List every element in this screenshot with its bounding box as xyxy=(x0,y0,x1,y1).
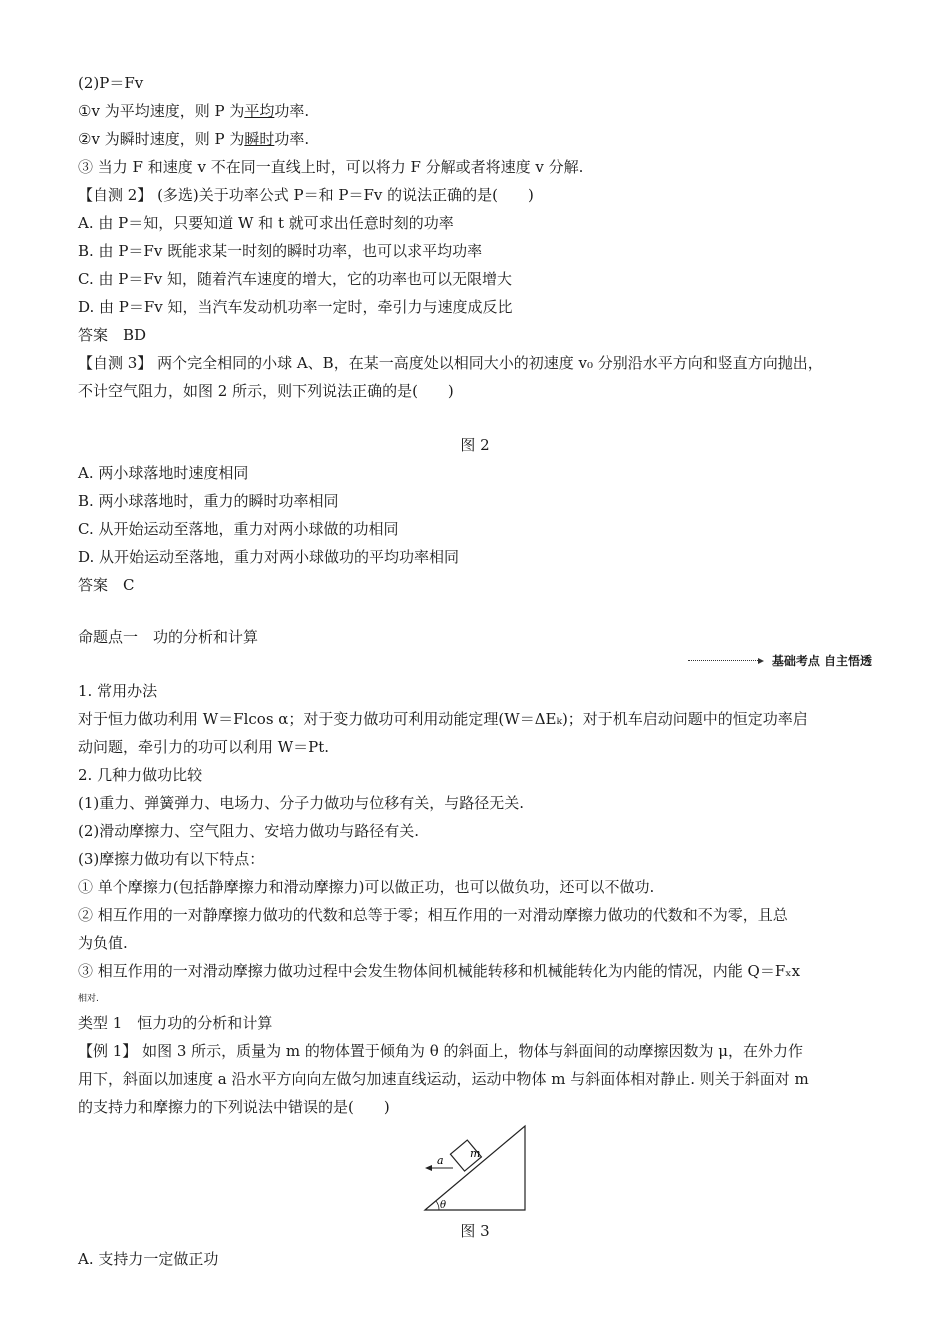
option-a: A. 支持力一定做正功 xyxy=(78,1250,219,1268)
text-line: (2)滑动摩擦力、空气阻力、安培力做功与路径有关. xyxy=(78,822,420,840)
answer: 答案 C xyxy=(78,576,135,594)
question-heading: 【自测 2】 (多选)关于功率公式 P＝和 P＝Fv 的说法正确的是( ) xyxy=(78,186,534,204)
text-line: (1)重力、弹簧弹力、电场力、分子力做功与位移有关，与路径无关. xyxy=(78,794,525,812)
text-line: (2)P＝Fv xyxy=(78,74,144,92)
text-line: 用下，斜面以加速度 a 沿水平方向向左做匀加速直线运动，运动中物体 m 与斜面体相对静止. 则关于斜面对 m xyxy=(78,1070,809,1088)
option-a: A. 由 P＝知，只要知道 W 和 t 就可求出任意时刻的功率 xyxy=(78,214,454,232)
text-line: ③ 当力 F 和速度 v 不在同一直线上时，可以将力 F 分解或者将速度 v 分解. xyxy=(78,158,584,176)
subsection-title: 2. 几种力做功比较 xyxy=(78,766,203,784)
text-line: ① 单个摩擦力(包括静摩擦力和滑动摩擦力)可以做正功，也可以做负功，还可以不做功. xyxy=(78,878,655,896)
option-c: C. 从开始运动至落地，重力对两小球做的功相同 xyxy=(78,520,399,538)
acceleration-label: a xyxy=(437,1154,444,1167)
dotted-leader xyxy=(688,660,758,661)
figure-3-diagram xyxy=(415,1122,535,1214)
text-line: ② 相互作用的一对静摩擦力做功的代数和总等于零；相互作用的一对滑动摩擦力做功的代数和不为零，且总 xyxy=(78,906,788,924)
text-line: 不计空气阻力，如图 2 所示，则下列说法正确的是( ) xyxy=(78,382,454,400)
text-line: 动问题，牵引力的功可以利用 W＝Pt. xyxy=(78,738,330,756)
text-line: ②v 为瞬时速度，则 P 为瞬时功率. xyxy=(78,130,310,148)
text-line: 相对. xyxy=(78,994,99,1004)
example-heading: 【例 1】 如图 3 所示，质量为 m 的物体置于倾角为 θ 的斜面上，物体与斜面间的动摩擦因数为 μ，在外力作 xyxy=(78,1042,804,1060)
text-line: ③ 相互作用的一对滑动摩擦力做功过程中会发生物体间机械能转移和机械能转化为内能的情况，内能 Q＝Fₓx xyxy=(78,962,801,980)
option-d: D. 从开始运动至落地，重力对两小球做功的平均功率相同 xyxy=(78,548,460,566)
section-banner xyxy=(688,652,872,669)
option-b: B. 由 P＝Fv 既能求某一时刻的瞬时功率，也可以求平均功率 xyxy=(78,242,483,260)
mass-label: m xyxy=(470,1147,481,1160)
text-line: 的支持力和摩擦力的下列说法中错误的是( ) xyxy=(78,1098,390,1116)
text-line: 为负值. xyxy=(78,934,128,952)
underlined-term: 瞬时 xyxy=(244,130,275,148)
subsection-title: 1. 常用办法 xyxy=(78,682,158,700)
option-a: A. 两小球落地时速度相同 xyxy=(78,464,249,482)
text-line: (3)摩擦力做功有以下特点： xyxy=(78,850,265,868)
angle-arc xyxy=(436,1201,439,1210)
banner-text: 基础考点 自主悟透 xyxy=(771,654,872,668)
text-line: 对于恒力做功利用 W＝Flcos α；对于变力做功可利用动能定理(W＝ΔEₖ)；对于机车启动问题中的恒定功率启 xyxy=(78,710,808,728)
figure-3-caption: 图 3 xyxy=(460,1222,490,1240)
question-heading: 【自测 3】 两个完全相同的小球 A、B，在某一高度处以相同大小的初速度 v₀ 分别沿水平方向和竖直方向抛出， xyxy=(78,354,823,372)
option-d: D. 由 P＝Fv 知，当汽车发动机功率一定时，牵引力与速度成反比 xyxy=(78,298,513,316)
section-title: 命题点一 功的分析和计算 xyxy=(78,628,259,646)
angle-label: θ xyxy=(440,1200,447,1211)
option-b: B. 两小球落地时，重力的瞬时功率相同 xyxy=(78,492,339,510)
text-line: ①v 为平均速度，则 P 为平均功率. xyxy=(78,102,310,120)
subsection-title: 类型 1 恒力功的分析和计算 xyxy=(78,1014,273,1032)
arrow-icon xyxy=(425,1165,432,1171)
figure-2-caption: 图 2 xyxy=(460,436,490,454)
underlined-term: 平均 xyxy=(244,102,275,120)
answer: 答案 BD xyxy=(78,326,147,344)
arrow-icon xyxy=(758,658,764,664)
option-c: C. 由 P＝Fv 知，随着汽车速度的增大，它的功率也可以无限增大 xyxy=(78,270,512,288)
